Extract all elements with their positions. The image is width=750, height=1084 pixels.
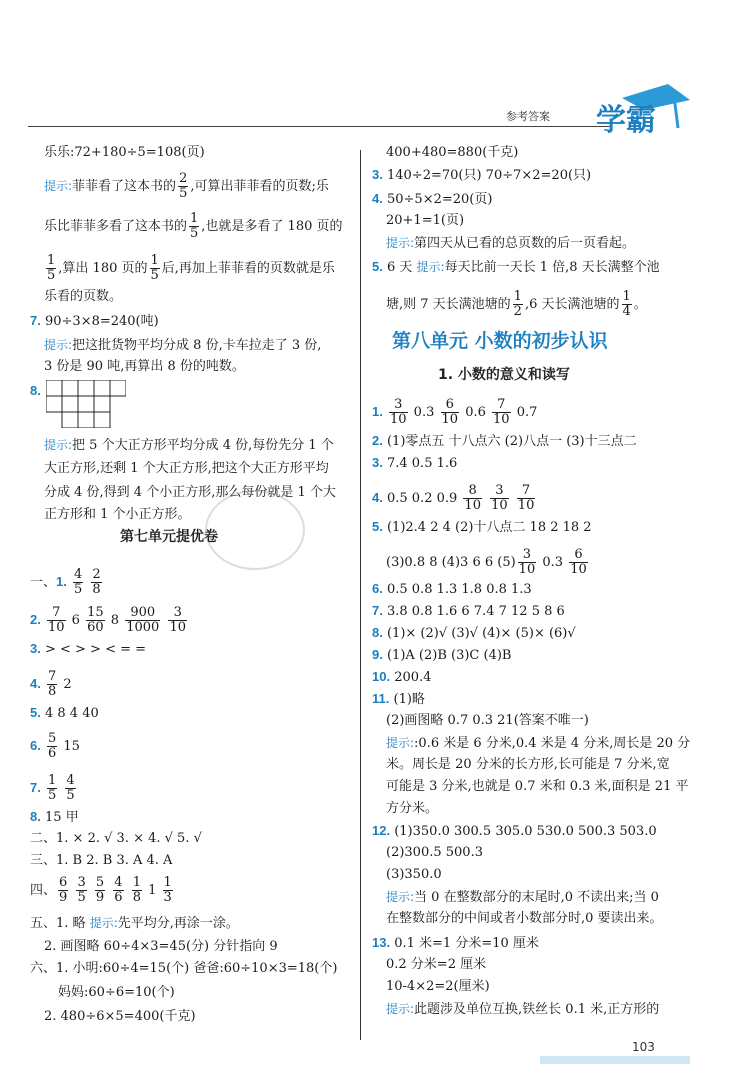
hint-text: ,可算出菲菲看的页数;乐: [190, 179, 329, 194]
fraction-5-6: $\frac{5}{6}$: [47, 731, 57, 761]
hint-text: 当 0 在整数部分的末尾时,0 不读出来;当 0: [414, 890, 659, 905]
hint-line: 可能是 3 分米,也就是 0.7 米和 0.3 米,面积是 21 平: [386, 779, 689, 794]
q-number: 7.: [30, 780, 41, 795]
q9-line: [372, 646, 511, 665]
section-number: 四、: [30, 883, 57, 898]
hint-line: [44, 172, 329, 201]
s1-q7: [30, 774, 78, 803]
q12-line2: (2)300.5 500.3: [386, 845, 483, 860]
fraction-15-60: $\frac{15}{60}$: [87, 605, 104, 635]
fraction-2-8: $\frac{2}{8}$: [92, 567, 101, 597]
q5-line: [372, 518, 592, 537]
unit-title: 第八单元 小数的初步认识: [392, 330, 608, 352]
hint-line: 分成 4 份,得到 4 个小正方形,那么每份就是 1 个大: [44, 485, 336, 500]
hint-label: 提示:: [89, 916, 118, 930]
q-answer: 0.5 0.2 0.9: [386, 491, 458, 506]
q-number: 1.: [56, 574, 67, 589]
q12-line3: (3)350.0: [386, 867, 442, 882]
hint-label: 提示:: [44, 438, 73, 452]
q-answer: > < > > < = =: [44, 642, 147, 657]
q13-line2: 0.2 分米=2 厘米: [386, 957, 487, 972]
fraction-4-5: $\frac{4}{5}$: [66, 773, 75, 803]
hint-line: 在整数部分的中间或者小数部分时,0 要读出来。: [386, 911, 663, 926]
q4-line: [372, 190, 492, 209]
q-number: 6.: [372, 581, 383, 596]
hint-label: 提示:: [386, 890, 415, 904]
value: 8: [110, 613, 120, 628]
fraction-5-9: $\frac{5}{9}$: [95, 875, 105, 905]
fraction-1-8: $\frac{1}{8}$: [132, 875, 141, 905]
s6-line2: 妈妈:60÷6=10(个): [58, 985, 175, 1000]
fraction-7-8: $\frac{7}{8}$: [47, 669, 57, 699]
s1-q8: [30, 808, 79, 827]
q-number: 10.: [372, 669, 391, 684]
q11-line2: (2)画图略 0.7 0.3 21(答案不唯一): [386, 713, 589, 728]
s1-q4: [30, 670, 72, 699]
hint-text: 菲菲看了这本书的: [72, 179, 177, 194]
hint-text: ,6 天长满池塘的: [524, 297, 620, 312]
fraction-1-2: $\frac{1}{2}$: [513, 289, 522, 319]
fraction-7-10: $\frac{7}{10}$: [493, 397, 510, 427]
hint-line: [386, 734, 690, 753]
hint-line: 大正方形,还剩 1 个大正方形,把这个大正方形平均: [44, 461, 329, 476]
header-rule: [28, 126, 610, 127]
fraction-3-10: $\frac{3}{10}$: [389, 397, 407, 427]
s1-q1: [30, 568, 104, 597]
q3-line: [372, 166, 591, 185]
fraction-1-5: $\frac{1}{5}$: [150, 253, 159, 283]
q-number: 8.: [30, 809, 41, 824]
section-number: 五、: [30, 916, 57, 931]
fraction-6-10: $\frac{6}{10}$: [441, 397, 459, 427]
square-grid-figure: [46, 380, 126, 428]
q-number: 6.: [30, 738, 41, 753]
answer-line: 400+480=880(千克): [386, 145, 519, 160]
review-title: 第七单元提优卷: [120, 529, 218, 545]
fraction-1-5: $\frac{1}{5}$: [47, 253, 56, 283]
q-answer: 4 8 4 40: [44, 706, 99, 721]
q-number: 4.: [30, 676, 41, 691]
q-answer: 3.8 0.8 1.6 6 7.4 7 12 5 8 6: [386, 604, 565, 619]
hint-text: 把这批货物平均分成 8 份,卡车拉走了 3 份,: [72, 338, 322, 353]
q4-line: [372, 484, 537, 513]
q2-line: [372, 432, 637, 451]
value: 15: [63, 739, 80, 754]
fraction-7-10: $\frac{7}{10}$: [47, 605, 65, 635]
q-answer: 1. × 2. √ 3. × 4. √ 5. √: [56, 831, 202, 846]
s1-q2: [30, 606, 189, 635]
q-answer: 1. 小明:60÷4=15(个) 爸爸:60÷10×3=18(个): [56, 961, 338, 976]
hint-text: 把 5 个大正方形平均分成 4 份,每份先分 1 个: [72, 438, 334, 453]
fraction-7-10: $\frac{7}{10}$: [517, 483, 535, 513]
q-answer: 7.4 0.5 1.6: [386, 456, 458, 471]
hint-text: 此题涉及单位互换,铁丝长 0.1 米,正方形的: [414, 1002, 660, 1017]
q-number: 8.: [372, 625, 383, 640]
q-answer: 0.5 0.8 1.3 1.8 0.8 1.3: [386, 582, 532, 597]
fraction-6-9: $\frac{6}{9}$: [59, 875, 68, 905]
hint-line: [386, 888, 659, 907]
q-number: 7.: [372, 603, 383, 618]
hint-line: [44, 254, 335, 283]
answer-line: 乐乐:72+180÷5=108(页): [44, 145, 205, 160]
q-number: 8.: [30, 383, 41, 398]
q10-line: [372, 668, 431, 687]
fraction-1-5: $\frac{1}{5}$: [190, 211, 199, 241]
fraction-1-5: $\frac{1}{5}$: [47, 773, 57, 803]
q-number: 2.: [372, 433, 383, 448]
q13-line: [372, 934, 539, 953]
q5-line: [372, 258, 660, 277]
q-number: 13.: [372, 935, 391, 950]
q-number: 4.: [372, 191, 383, 206]
q-number: 12.: [372, 823, 391, 838]
footer-bar: [540, 1056, 690, 1064]
hint-text: 塘,则 7 天长满池塘的: [386, 297, 511, 312]
q-answer: 140÷2=70(只) 70÷7×2=20(只): [386, 168, 592, 183]
fraction-6-10: $\frac{6}{10}$: [570, 547, 587, 577]
q-number: 3.: [372, 167, 383, 182]
hint-label: 提示:: [386, 236, 415, 250]
fraction-1-4: $\frac{1}{4}$: [622, 289, 631, 319]
q8-line: [372, 624, 576, 643]
section-number: 一、: [30, 575, 57, 590]
hint-text: 先平均分,再涂一涂。: [117, 916, 239, 931]
header-label: 参考答案: [506, 110, 550, 123]
answer-line: 20+1=1(页): [386, 213, 465, 228]
q-number: 4.: [372, 490, 383, 505]
q-number: 11.: [372, 691, 390, 706]
q-answer: 15 甲: [44, 810, 79, 825]
value: 0.7: [516, 405, 538, 420]
q-number: 5.: [372, 519, 383, 534]
column-divider: [360, 150, 361, 1040]
q-answer: 50÷5×2=20(页): [386, 192, 493, 207]
s1-q5: [30, 704, 99, 723]
s5-line: [30, 914, 239, 933]
fraction-3-10: $\frac{3}{10}$: [169, 605, 186, 635]
s1-q3: [30, 640, 146, 659]
section-number: 三、: [30, 853, 57, 868]
q-number: 5.: [30, 705, 41, 720]
hint-label: 提示:: [416, 260, 445, 274]
q-answer: 90÷3×8=240(吨): [44, 314, 159, 329]
hint-line: 米。周长是 20 分米的长方形,长可能是 7 分米,宽: [386, 757, 670, 772]
fraction-1-3: $\frac{1}{3}$: [163, 875, 172, 905]
value: 2: [63, 677, 72, 692]
q-number: 2.: [30, 612, 41, 627]
fraction-900-1000: $\frac{900}{1000}$: [126, 605, 160, 635]
fraction-3-10: $\frac{3}{10}$: [491, 483, 508, 513]
s1-q6: [30, 732, 80, 761]
hint-text: ,也就是多看了 180 页的: [201, 219, 343, 234]
hint-text: :0.6 米是 6 分米,0.4 米是 4 分米,周长是 20 分: [414, 736, 691, 751]
hint-line: [386, 1000, 659, 1019]
fraction-4-5: $\frac{4}{5}$: [74, 567, 83, 597]
q1-line: [372, 398, 537, 427]
q-number: 3.: [372, 455, 383, 470]
value: 0.6: [465, 405, 486, 420]
hint-label: 提示:: [44, 179, 73, 193]
hint-label: 提示:: [386, 1002, 415, 1016]
q6-line: [372, 580, 532, 599]
q-number: 3.: [30, 641, 41, 656]
q3-line: [372, 454, 457, 473]
hint-line: 正方形和 1 个小正方形。: [44, 507, 191, 522]
q7-line: [372, 602, 565, 621]
q-answer: (1)零点五 十八点六 (2)八点一 (3)十三点二: [386, 434, 637, 449]
fraction-2-5: $\frac{2}{5}$: [179, 171, 188, 201]
s3-line: [30, 852, 172, 870]
watermark-stamp: [205, 490, 305, 570]
hint-line: [44, 436, 334, 455]
q-answer: 1. B 2. B 3. A 4. A: [56, 853, 173, 868]
section-number: 六、: [30, 961, 57, 976]
q11-line: [372, 690, 425, 709]
hint-line: [386, 234, 635, 253]
q-number: 5.: [372, 259, 383, 274]
hint-text: 第四天从已看的总页数的后一页看起。: [414, 236, 636, 251]
s2-line: [30, 830, 202, 848]
q13-line3: 10-4×2=2(厘米): [386, 979, 490, 994]
q7-line: [30, 312, 159, 331]
hint-line: 乐看的页数。: [44, 289, 123, 304]
q-answer: (1)2.4 2 4 (2)十八点二 18 2 18 2: [386, 520, 592, 535]
hint-text: 后,再加上菲菲看的页数就是乐: [161, 261, 335, 276]
hint-line: 塘,则 7 天长满池塘的 $\frac{1}{2}$ ,6 天长满池塘的 $\frac{1}{4}$ 。: [386, 289, 647, 319]
value: 0.3: [542, 555, 564, 570]
q-answer: (3)0.8 8 (4)3 6 6 (5): [386, 555, 516, 570]
value: 0.3: [413, 405, 435, 420]
fraction-8-10: $\frac{8}{10}$: [464, 483, 481, 513]
hint-label: 提示:: [386, 736, 415, 750]
s5-line2: 2. 画图略 60÷4×3=45(分) 分针指向 9: [44, 939, 278, 954]
q-answer: 1. 略: [56, 916, 90, 931]
hint-text: 乐比菲菲多看了这本书的: [44, 219, 188, 234]
hint-text: 每天比前一天长 1 倍,8 天长满整个池: [444, 260, 660, 275]
hint-line: [44, 336, 321, 355]
q-answer: 6 天: [386, 260, 417, 275]
brand-logo: [582, 76, 692, 146]
hint-text: ,算出 180 页的: [58, 261, 148, 276]
s4-line: [30, 876, 175, 905]
logo-text: 学霸: [596, 103, 656, 138]
hint-line: [44, 212, 343, 241]
q-number: 9.: [372, 647, 383, 662]
q-answer: 200.4: [394, 670, 432, 685]
s6-line3: 2. 480÷6×5=400(千克): [44, 1009, 196, 1024]
fraction-3-10: $\frac{3}{10}$: [518, 547, 536, 577]
q12-line: [372, 822, 657, 841]
q-answer: (1)350.0 300.5 305.0 530.0 500.3 503.0: [394, 824, 657, 839]
page-number: 103: [632, 1040, 655, 1054]
q-answer: 0.1 米=1 分米=10 厘米: [394, 936, 539, 951]
section-number: 二、: [30, 831, 57, 846]
q8-line: [30, 382, 41, 401]
q5-line2: [386, 548, 590, 577]
fraction-4-6: $\frac{4}{6}$: [114, 875, 123, 905]
section-title: 1. 小数的意义和读写: [438, 367, 570, 383]
q-answer: (1)A (2)B (3)C (4)B: [386, 648, 512, 663]
hint-line: 3 份是 90 吨,再算出 8 份的吨数。: [44, 359, 245, 374]
hint-label: 提示:: [44, 338, 73, 352]
hint-line: 方分米。: [386, 801, 439, 816]
q-number: 7.: [30, 313, 41, 328]
fraction-3-5: $\frac{3}{5}$: [77, 875, 86, 905]
value: 6: [71, 613, 80, 628]
q-number: 1.: [372, 404, 383, 419]
value: 1: [148, 883, 157, 898]
q-answer: (1)× (2)√ (3)√ (4)× (5)× (6)√: [386, 626, 576, 641]
s6-line: [30, 960, 337, 978]
q-answer: (1)略: [393, 692, 425, 707]
